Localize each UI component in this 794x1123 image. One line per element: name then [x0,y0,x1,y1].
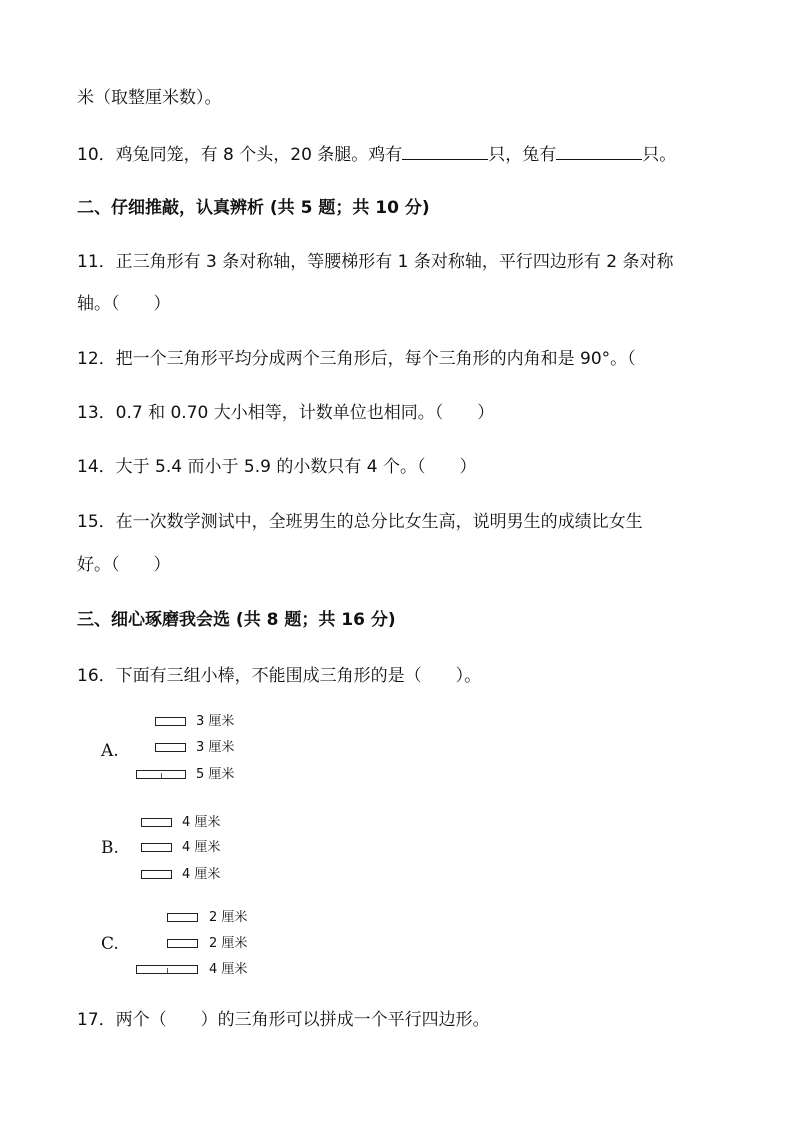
stick-length-label: 4 厘米 [209,962,248,977]
question-17: 17．两个（ ）的三角形可以拼成一个平行四边形。 [77,1010,490,1030]
stick-length-label: 2 厘米 [209,936,248,951]
stick-length-label: 4 厘米 [182,867,221,882]
stick-length-label: 2 厘米 [209,910,248,925]
question-11: 11．正三角形有 3 条对称轴，等腰梯形有 1 条对称轴，平行四边形有 2 条对称 [77,252,674,272]
answer-blank-chicken[interactable] [402,143,488,160]
question-10-text-2: 只，兔有 [488,145,557,165]
option-a-label: A. [101,741,119,761]
stick-length-label: 3 厘米 [196,714,235,729]
stick [167,939,198,948]
option-c-label: C. [101,934,119,954]
stick [155,717,186,726]
question-15: 15．在一次数学测试中，全班男生的总分比女生高，说明男生的成绩比女生 [77,512,643,532]
stick-length-label: 3 厘米 [196,740,235,755]
question-10 [77,143,676,165]
stick [136,770,186,779]
stick [141,870,172,879]
stick [141,843,172,852]
option-b-label: B. [101,838,119,858]
question-11-cont: 轴。（ ） [77,294,171,314]
stick-length-label: 5 厘米 [196,767,235,782]
stick [136,965,198,974]
question-15-cont: 好。（ ） [77,555,171,575]
stick-length-label: 4 厘米 [182,815,221,830]
stick [167,913,198,922]
question-16: 16．下面有三组小棒，不能围成三角形的是（ ）。 [77,666,482,686]
answer-blank-rabbit[interactable] [556,143,642,160]
stick [155,743,186,752]
stick [141,818,172,827]
stick-midpoint [167,968,168,973]
question-10-text: 10．鸡兔同笼，有 8 个头，20 条腿。鸡有 [77,145,403,165]
section-3-heading: 三、细心琢磨我会选 (共 8 题；共 16 分) [77,610,396,630]
question-13: 13．0.7 和 0.70 大小相等，计数单位也相同。（ ） [77,403,495,423]
stick-midpoint [161,773,162,778]
question-10-text-3: 只。 [642,145,677,165]
question-14: 14．大于 5.4 而小于 5.9 的小数只有 4 个。（ ） [77,457,477,477]
stick-length-label: 4 厘米 [182,840,221,855]
question-12: 12．把一个三角形平均分成两个三角形后，每个三角形的内角和是 90°。（ [77,349,636,369]
section-2-heading: 二、仔细推敲，认真辨析 (共 5 题；共 10 分) [77,198,430,218]
text-line: 米（取整厘米数）。 [77,88,222,108]
